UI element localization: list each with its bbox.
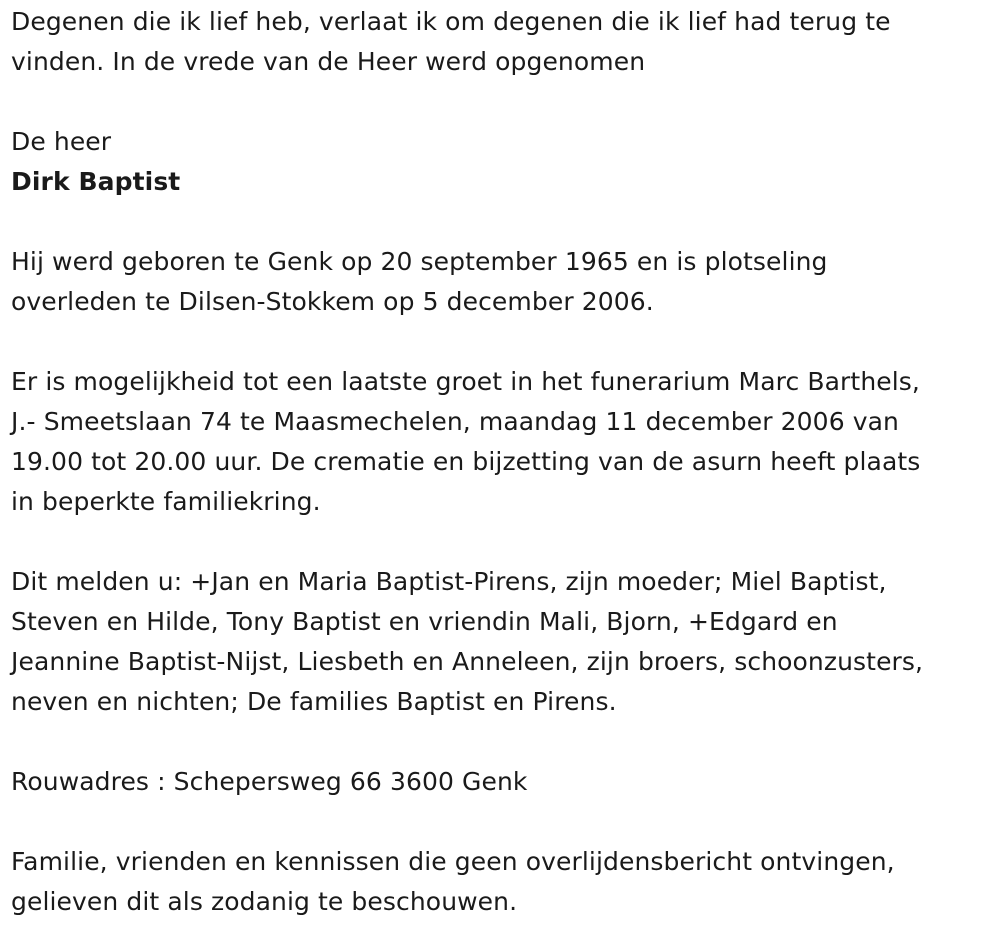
spacer bbox=[11, 802, 996, 842]
farewell-line-3: 19.00 tot 20.00 uur. De crematie en bijzetting van de asurn heeft plaats bbox=[11, 447, 921, 476]
announcement-line-3: Jeannine Baptist-Nijst, Liesbeth en Anneleen, zijn broers, schoonzusters, bbox=[11, 647, 924, 676]
farewell-line-4: in beperkte familiekring. bbox=[11, 487, 321, 516]
announcement-line-1: Dit melden u: +Jan en Maria Baptist-Pirens, zijn moeder; Miel Baptist, bbox=[11, 567, 887, 596]
announcement-line-2: Steven en Hilde, Tony Baptist en vriendin Mali, Bjorn, +Edgard en bbox=[11, 607, 838, 636]
announcement-line-4: neven en nichten; De families Baptist en Pirens. bbox=[11, 687, 617, 716]
honorific: De heer bbox=[11, 127, 112, 156]
obituary-document bbox=[11, 2, 996, 922]
farewell-line-1: Er is mogelijkheid tot een laatste groet in het funerarium Marc Barthels, bbox=[11, 367, 920, 396]
birth-line-1: Hij werd geboren te Genk op 20 september 1965 en is plotseling bbox=[11, 247, 828, 276]
spacer bbox=[11, 522, 996, 562]
birth-line-2: overleden te Dilsen-Stokkem op 5 december 2006. bbox=[11, 287, 654, 316]
mourning-address: Rouwadres : Schepersweg 66 3600 Genk bbox=[11, 767, 528, 796]
intro-line-2: vinden. In de vrede van de Heer werd opgenomen bbox=[11, 47, 646, 76]
spacer bbox=[11, 322, 996, 362]
spacer bbox=[11, 722, 996, 762]
spacer bbox=[11, 82, 996, 122]
intro-line-1: Degenen die ik lief heb, verlaat ik om degenen die ik lief had terug te bbox=[11, 7, 891, 36]
closing-line-2: gelieven dit als zodanig te beschouwen. bbox=[11, 887, 518, 916]
closing-line-1: Familie, vrienden en kennissen die geen overlijdensbericht ontvingen, bbox=[11, 847, 895, 876]
spacer bbox=[11, 202, 996, 242]
farewell-line-2: J.- Smeetslaan 74 te Maasmechelen, maandag 11 december 2006 van bbox=[11, 407, 900, 436]
deceased-name: Dirk Baptist bbox=[11, 167, 181, 196]
